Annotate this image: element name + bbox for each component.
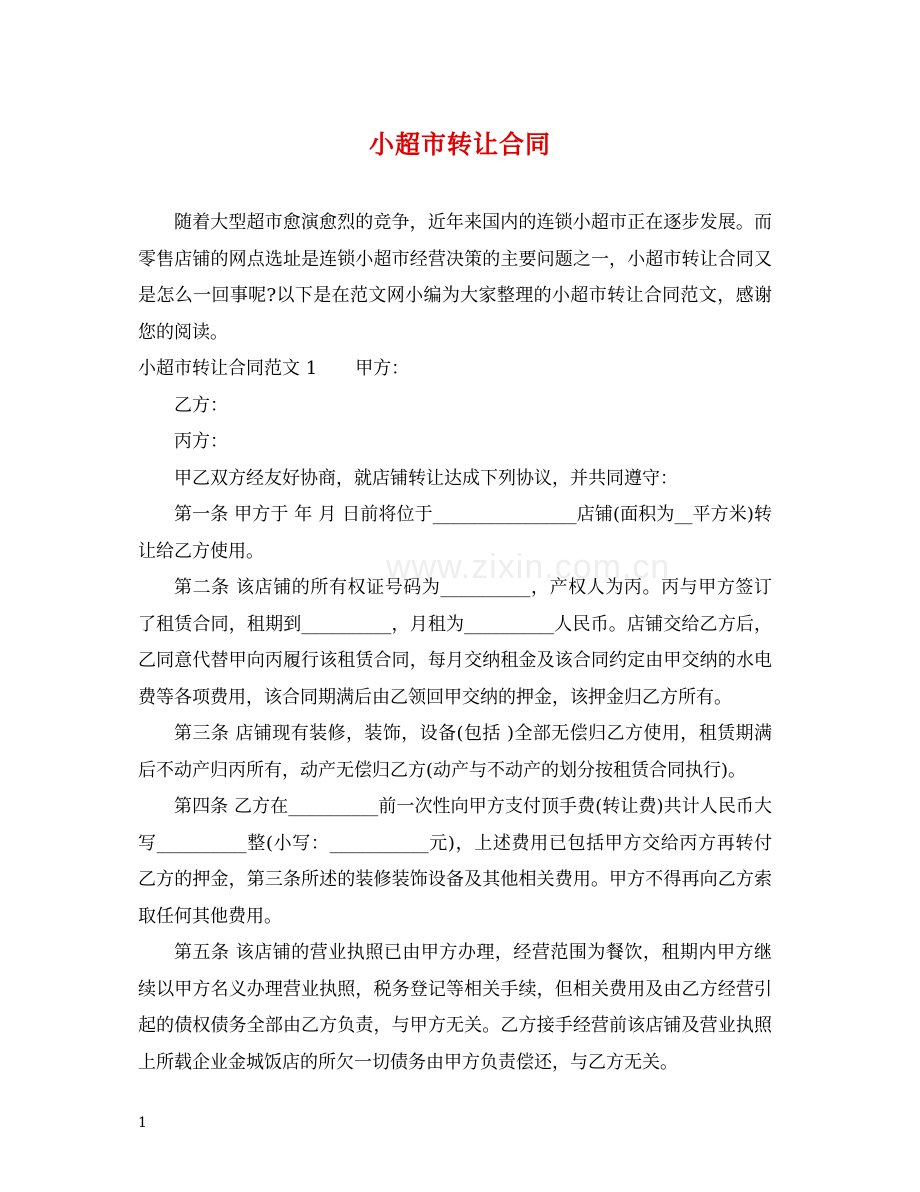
intro-paragraph: 随着大型超市愈演愈烈的竞争，近年来国内的连锁小超市正在逐步发展。而零售店铺的网点选址是连锁小超市经营决策的主要问题之一，小超市转让合同又是怎么一回事呢?以下是在范文网小编为大家整理的小超市转让合同范文，感谢您的阅读。 bbox=[138, 212, 772, 343]
agreement-intro: 甲乙双方经友好协商，就店铺转让达成下列协议，并共同遵守： bbox=[174, 467, 678, 489]
sample-heading-line bbox=[138, 351, 772, 388]
sample-heading: 小超市转让合同范文 1 bbox=[138, 358, 318, 379]
article-5: 第五条 该店铺的营业执照已由甲方办理，经营范围为餐饮，租期内甲方继续以甲方名义办理营业执照，税务登记等相关手续，但相关费用及由乙方经营引起的债权债务全部由乙方负责，与甲方无关。乙方接手经营前该店铺及营业执照上所载企业金城饭店的所欠一切债务由甲方负责偿还，与乙方无关。 bbox=[138, 942, 772, 1073]
article-4: 第四条 乙方在__________前一次性向甲方支付顶手费(转让费)共计人民币大写__________整(小写：___________元)，上述费用已包括甲方交给丙方再转付乙方的押金，第三条所述的装修装饰设备及其他相关费用。甲方不得再向乙方索取任何其他费用。 bbox=[138, 796, 772, 927]
document-title: 小超市转让合同 bbox=[368, 130, 551, 159]
article-1: 第一条 甲方于 年 月 日前将位于________________店铺(面积为__平方米)转让给乙方使用。 bbox=[138, 504, 772, 562]
party-c-label: 丙方： bbox=[174, 431, 228, 452]
document-body bbox=[138, 205, 772, 1081]
party-b-label: 乙方： bbox=[174, 394, 228, 416]
watermark: www.zixin.com.cn bbox=[386, 548, 671, 586]
article-3: 第三条 店铺现有装修，装饰，设备(包括 )全部无偿归乙方使用，租赁期满后不动产归丙所有，动产无偿归乙方(动产与不动产的划分按租赁合同执行)。 bbox=[138, 723, 772, 781]
page-number: 1 bbox=[138, 1115, 147, 1131]
party-a-label: 甲方： bbox=[355, 358, 410, 379]
article-2: 第二条 该店铺的所有权证号码为__________，产权人为丙。丙与甲方签订了租赁合同，租期到__________，月租为__________人民币。店铺交给乙方后，乙同意代替甲向丙履行该租赁合同，每月交纳租金及该合同约定由甲交纳的水电费等各项费用，该合同期满后由乙领回甲交纳的押金，该押金归乙方所有。 bbox=[138, 577, 772, 708]
